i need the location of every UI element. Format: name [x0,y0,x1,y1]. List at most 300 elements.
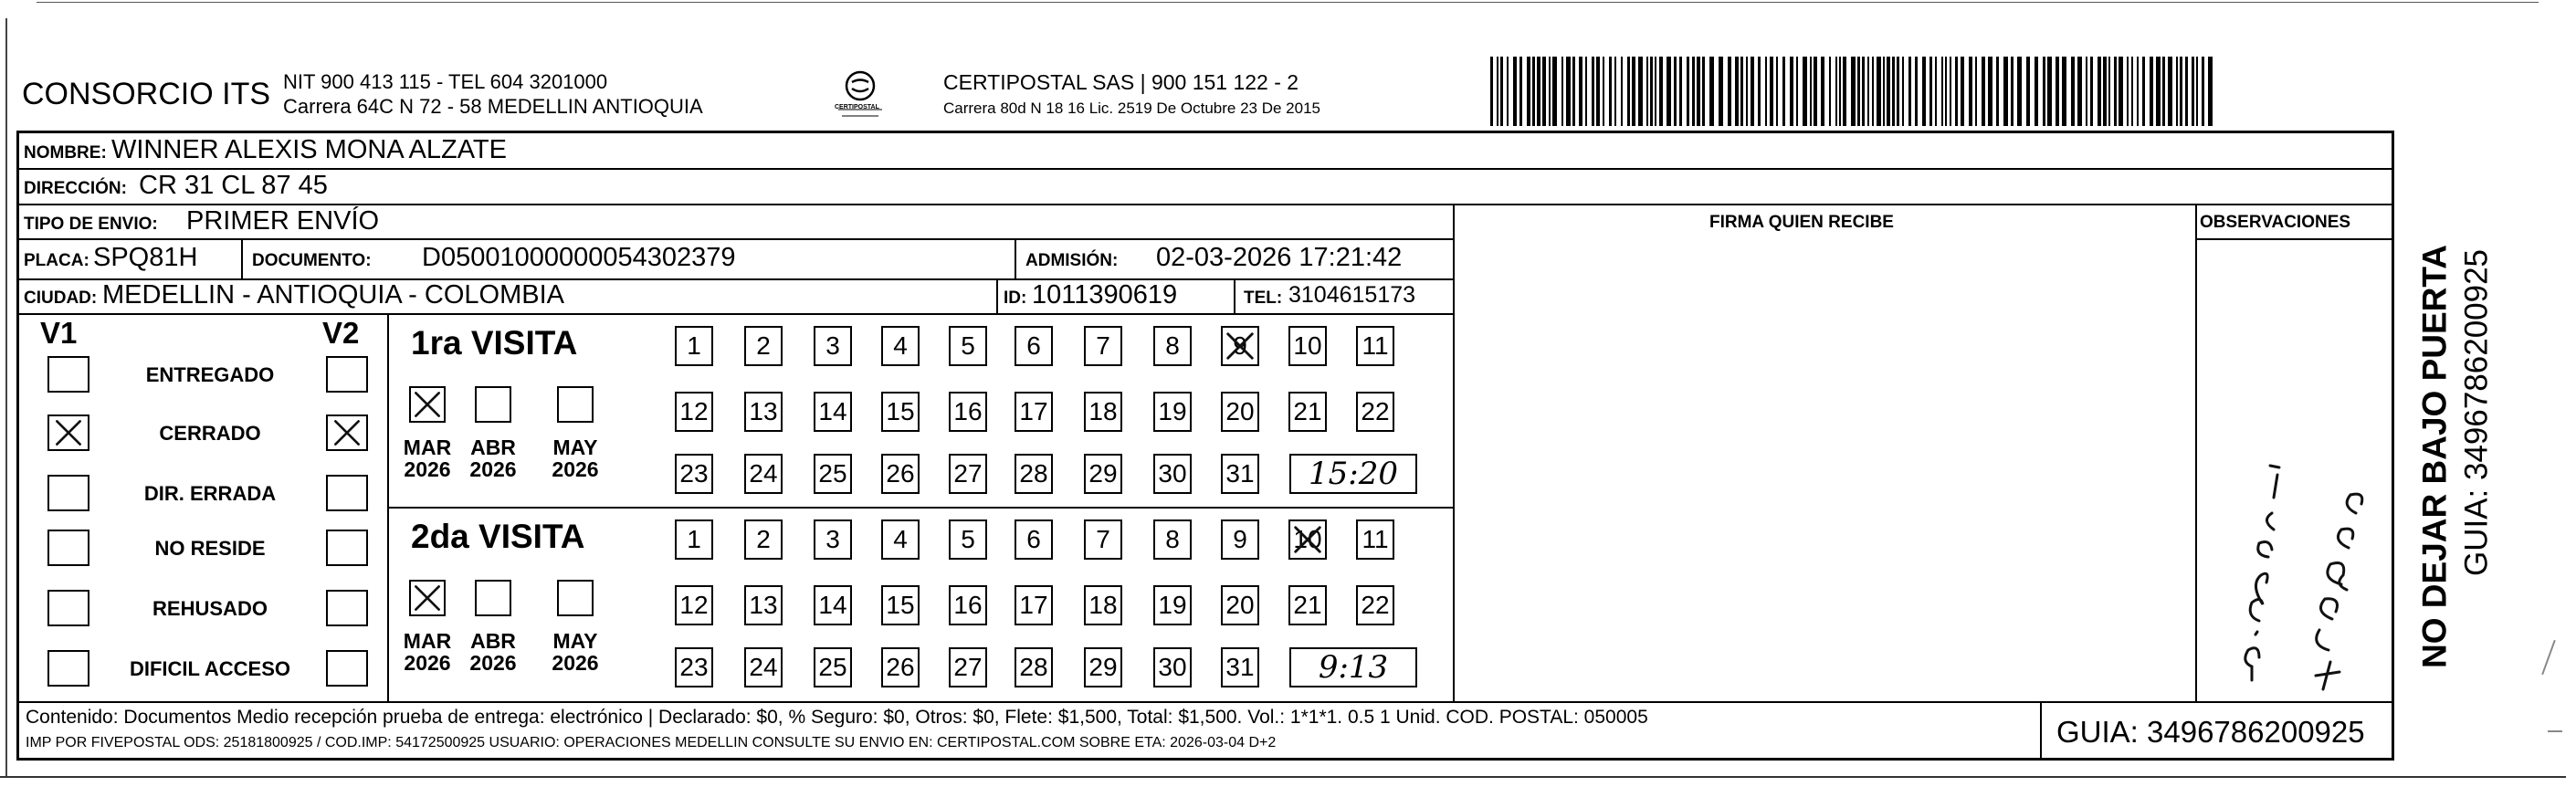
day-box[interactable] [1356,585,1394,625]
barcode-bar [1674,57,1677,126]
barcode-bar [1758,57,1761,126]
logo-wordmark: CERTIPOSTAL [835,104,879,110]
barcode-bar [2168,57,2172,126]
v1-checkbox[interactable] [47,590,89,626]
day-box[interactable] [1084,454,1122,494]
day-box[interactable] [1221,454,1259,494]
day-number: 10 [1293,525,1322,553]
month-name: MAY [552,435,598,459]
barcode-bar [1532,57,1535,126]
barcode-bar [1655,57,1656,126]
barcode-bar [1851,57,1856,126]
month-checkbox[interactable] [475,580,511,616]
footer-top-border [16,701,2393,703]
day-box[interactable] [1153,326,1192,366]
day-box[interactable] [675,519,713,560]
month-name: MAY [552,629,598,653]
day-box[interactable] [744,585,783,625]
day-box[interactable] [1356,326,1394,366]
scan-left-edge [5,18,7,776]
v2-checkbox[interactable] [326,356,368,393]
col-line [241,238,243,278]
row-line [16,168,2393,170]
day-box[interactable] [1084,392,1122,432]
barcode-bar [1751,57,1754,126]
day-box[interactable] [1153,392,1192,432]
day-box[interactable] [814,519,852,560]
day-number: 28 [1019,653,1048,681]
day-box[interactable] [814,585,852,625]
side-guia: GUIA: 3496786200925 [2458,248,2495,577]
placa-value: SPQ81H [93,243,198,272]
day-number: 8 [1165,525,1180,553]
day-number: 26 [886,459,915,488]
barcode-bar [1697,57,1700,126]
barcode-bar [1603,57,1604,126]
month-checkbox[interactable] [409,386,446,423]
barcode-bar [1839,57,1841,126]
day-box[interactable] [881,647,920,687]
barcode-bar [1719,57,1723,126]
day-box[interactable] [949,454,987,494]
barcode-bar [1572,57,1575,126]
col-line [2040,701,2042,758]
barcode-bar [1790,57,1793,126]
day-number: 29 [1088,459,1118,488]
barcode-bar [1490,57,1493,126]
month-checkbox[interactable] [475,386,511,423]
barcode-bar [2208,57,2213,126]
barcode-bar [1552,57,1557,126]
day-box[interactable] [1015,647,1053,687]
day-number: 27 [953,653,983,681]
barcode-bar [1835,57,1837,126]
barcode-bar [1862,57,1865,126]
day-number: 31 [1225,459,1255,488]
carrier-name: CERTIPOSTAL SAS | 900 151 122 - 2 [943,70,1299,94]
tel-value: 3104615173 [1288,282,1416,308]
certipostal-logo [833,66,888,121]
barcode-bar [1821,57,1824,126]
barcode-bar [1770,57,1773,126]
barcode-bar [1596,57,1600,126]
barcode-bar [1632,57,1635,126]
day-box[interactable] [1084,647,1122,687]
barcode-bar [1507,57,1509,126]
day-box[interactable] [744,454,783,494]
status-label: ENTREGADO [145,363,275,386]
barcode-bar [1638,57,1643,126]
barcode-bar [2077,57,2082,126]
barcode-bar [1872,57,1874,126]
day-number: 20 [1225,591,1255,619]
day-number: 14 [818,591,847,619]
col-line [1234,278,1235,313]
day-number: 12 [679,591,709,619]
day-box[interactable] [814,454,852,494]
barcode-bar [1650,57,1653,126]
barcode-bar [1740,57,1743,126]
v1-checkbox[interactable] [47,650,89,687]
barcode-bar [2156,57,2161,126]
day-box[interactable] [675,392,713,432]
day-number: 6 [1026,331,1041,360]
day-number: 13 [749,591,778,619]
day-box[interactable] [1221,585,1259,625]
month-year: 2026 [469,651,517,676]
col-line [996,278,998,313]
barcode-bar [2026,57,2030,126]
carrier-license: Carrera 80d N 18 16 Lic. 2519 De Octubre 23 De 2015 [943,100,1320,117]
day-box[interactable] [881,392,920,432]
v1-checkbox[interactable] [47,414,89,451]
barcode-bar [2017,57,2022,126]
day-number: 5 [961,525,975,553]
day-box[interactable] [1084,519,1122,560]
barcode-bar [1561,57,1563,126]
barcode-bar [2137,57,2139,126]
day-box[interactable] [1288,326,1327,366]
form-bottom-border [16,758,2393,761]
barcode-bar [1782,57,1785,126]
barcode-bar [1969,57,1972,126]
barcode-bar [1519,57,1522,126]
month-name: MAR [403,435,452,459]
barcode-bar [1897,57,1899,126]
tipo-envio-value: PRIMER ENVÍO [186,206,380,236]
v1-checkbox[interactable] [47,475,89,511]
day-box[interactable] [881,519,920,560]
visit-time-box[interactable] [1289,647,1417,687]
month-checkbox[interactable] [409,580,446,616]
day-box[interactable] [1221,326,1259,366]
col-line [1453,204,1455,701]
barcode-bar [1709,57,1714,126]
day-box[interactable] [814,647,852,687]
day-number: 16 [953,397,983,425]
month-label [395,436,459,480]
form-top-border [16,131,2393,133]
day-box[interactable] [1288,392,1327,432]
row-line [16,238,1453,240]
barcode-bar [2127,57,2129,126]
day-number: 1 [687,331,701,360]
month-year: 2026 [552,457,599,482]
barcode-bar [1988,57,1992,126]
status-label: CERRADO [159,422,261,445]
day-box[interactable] [675,454,713,494]
day-box[interactable] [814,326,852,366]
month-label [543,630,607,674]
day-number: 21 [1293,591,1322,619]
day-box[interactable] [744,647,783,687]
month-name: ABR [470,629,516,653]
month-year: 2026 [404,651,451,676]
barcode-bar [1982,57,1985,126]
day-box[interactable] [1153,519,1192,560]
v2-checkbox[interactable] [326,530,368,566]
month-year: 2026 [404,457,451,482]
v1-label: V1 [40,316,78,350]
day-number: 4 [893,331,908,360]
company-name: CONSORCIO ITS [22,77,271,111]
day-box[interactable] [1015,326,1053,366]
barcode-bar [1585,57,1587,126]
day-number: 29 [1088,653,1118,681]
day-number: 15 [886,397,915,425]
barcode-bar [1592,57,1594,126]
barcode-bar [1945,57,1947,126]
day-box[interactable] [1084,585,1122,625]
day-number: 20 [1225,397,1255,425]
day-box[interactable] [1153,647,1192,687]
barcode-bar [1627,57,1630,126]
barcode-bar [2180,57,2182,126]
barcode [1490,57,2221,126]
status-label: NO RESIDE [154,537,266,560]
direccion-label: DIRECCIÓN: [24,179,127,198]
visit-time: 9:13 [1318,649,1389,686]
status-label: REHUSADO [152,597,268,620]
barcode-bar [2142,57,2145,126]
barcode-bar [1902,57,1904,126]
status-label: DIR. ERRADA [143,482,277,505]
day-box[interactable] [675,326,713,366]
day-number: 16 [953,591,983,619]
barcode-bar [2196,57,2198,126]
day-box[interactable] [1221,519,1259,560]
row-line [2195,238,2393,240]
month-checkbox[interactable] [557,580,594,616]
day-mark [1290,521,1325,558]
nombre-value: WINNER ALEXIS MONA ALZATE [111,135,507,164]
barcode-bar [1687,57,1689,126]
barcode-bar [1961,57,1964,126]
day-number: 24 [749,459,778,488]
scan-mark [2541,640,2556,675]
day-box[interactable] [1015,392,1053,432]
barcode-bar [1579,57,1582,126]
day-box[interactable] [1015,585,1053,625]
day-box[interactable] [881,585,920,625]
barcode-bar [2043,57,2045,126]
side-warning: NO DEJAR BAJO PUERTA [2415,245,2454,668]
day-box[interactable] [949,326,987,366]
barcode-bar [1702,57,1705,126]
form-left-border [16,131,19,761]
barcode-bar [2090,57,2093,126]
day-box[interactable] [1356,392,1394,432]
visit-time: 15:20 [1309,456,1398,492]
barcode-bar [1776,57,1778,126]
barcode-bar [1746,57,1748,126]
barcode-bar [1857,57,1860,126]
day-box[interactable] [1084,326,1122,366]
day-box[interactable] [675,585,713,625]
day-box[interactable] [744,519,783,560]
barcode-bar [1996,57,1999,126]
day-number: 31 [1225,653,1255,681]
footer-imp: IMP POR FIVEPOSTAL ODS: 25181800925 / COD.IMP: 54172500925 USUARIO: OPERACIONES MEDELLIN CONSULTE SU ENVIO EN: CERTIPOSTAL.COM SOBRE ETA: 2026-03-04 D+2 [26,735,1277,750]
day-box[interactable] [1015,519,1053,560]
day-box[interactable] [814,392,852,432]
day-box[interactable] [1153,585,1192,625]
day-box[interactable] [1288,585,1327,625]
barcode-bar [2003,57,2008,126]
month-label [543,436,607,480]
day-number: 2 [756,525,771,553]
status-label: DIFICIL ACCESO [129,657,291,680]
v2-label: V2 [322,316,360,350]
day-box[interactable] [949,585,987,625]
day-number: 7 [1096,525,1110,553]
admision-value: 02-03-2026 17:21:42 [1156,243,1403,272]
barcode-bar [2176,57,2178,126]
form-right-border [2392,131,2394,761]
day-number: 23 [679,653,709,681]
day-box[interactable] [675,647,713,687]
day-box[interactable] [1221,392,1259,432]
v2-checkbox[interactable] [326,475,368,511]
barcode-bar [1765,57,1767,126]
day-number: 22 [1361,397,1390,425]
day-box[interactable] [1153,454,1192,494]
visit-title: 2da VISITA [411,518,585,555]
day-box[interactable] [1221,647,1259,687]
barcode-bar [1887,57,1890,126]
barcode-bar [1692,57,1695,126]
day-number: 12 [679,397,709,425]
id-value: 1011390619 [1032,280,1178,310]
v2-checkbox[interactable] [326,590,368,626]
day-number: 5 [961,331,975,360]
day-box[interactable] [881,454,920,494]
day-number: 25 [818,459,847,488]
tipo-envio-label: TIPO DE ENVIO: [24,215,158,234]
day-box[interactable] [949,519,987,560]
day-number: 30 [1158,653,1187,681]
day-number: 19 [1158,591,1187,619]
placa-label: PLACA: [24,251,89,270]
handwritten-note [2195,310,2392,694]
barcode-bar [1614,57,1616,126]
day-number: 7 [1096,331,1110,360]
day-number: 9 [1233,331,1247,360]
row-line [16,313,1453,315]
day-number: 8 [1165,331,1180,360]
barcode-bar [1935,57,1937,126]
ciudad-label: CIUDAD: [24,289,98,308]
v2-checkbox[interactable] [326,414,368,451]
firma-header: FIRMA QUIEN RECIBE [1709,213,1894,232]
visit-time-box[interactable] [1289,454,1417,494]
day-number: 28 [1019,459,1048,488]
barcode-bar [1867,57,1869,126]
day-number: 17 [1019,397,1048,425]
day-box[interactable] [881,326,920,366]
barcode-bar [1513,57,1517,126]
id-label: ID: [1004,289,1027,308]
ciudad-value: MEDELLIN - ANTIOQUIA - COLOMBIA [102,280,564,310]
day-number: 21 [1293,397,1322,425]
day-number: 19 [1158,397,1187,425]
barcode-bar [2185,57,2188,126]
day-box[interactable] [949,647,987,687]
v1-checkbox[interactable] [47,356,89,393]
day-box[interactable] [1015,454,1053,494]
barcode-bar [1929,57,1932,126]
barcode-bar [1667,57,1671,126]
month-year: 2026 [469,457,517,482]
day-box[interactable] [1288,519,1327,560]
barcode-bar [2098,57,2101,126]
company-address: Carrera 64C N 72 - 58 MEDELLIN ANTIOQUIA [283,95,703,118]
barcode-bar [2071,57,2075,126]
barcode-bar [1500,57,1503,126]
barcode-bar [1950,57,1951,126]
day-number: 26 [886,653,915,681]
day-number: 3 [825,525,840,553]
barcode-bar [2114,57,2117,126]
barcode-bar [1975,57,1977,126]
day-number: 13 [749,397,778,425]
day-number: 17 [1019,591,1048,619]
visit-divider [387,507,1453,509]
day-box[interactable] [1356,519,1394,560]
month-name: MAR [403,629,452,653]
barcode-bar [1735,57,1739,126]
barcode-bar [1537,57,1540,126]
v1-checkbox[interactable] [47,530,89,566]
barcode-bar [1621,57,1623,126]
day-box[interactable] [744,326,783,366]
day-number: 1 [687,525,701,553]
admision-label: ADMISIÓN: [1025,251,1119,270]
col-line [1015,238,1016,278]
company-nit: NIT 900 413 115 - TEL 604 3201000 [283,70,608,93]
month-year: 2026 [552,651,599,676]
barcode-bar [1892,57,1895,126]
day-number: 27 [953,459,983,488]
barcode-bar [1843,57,1846,126]
barcode-bar [1883,57,1885,126]
day-number: 15 [886,591,915,619]
day-number: 18 [1088,397,1118,425]
barcode-bar [1497,57,1498,126]
visit-title: 1ra VISITA [411,324,578,362]
barcode-bar [2108,57,2110,126]
barcode-bar [1829,57,1831,126]
barcode-bar [1549,57,1551,126]
barcode-bar [1810,57,1812,126]
v2-checkbox[interactable] [326,650,368,687]
day-box[interactable] [949,392,987,432]
day-number: 6 [1026,525,1041,553]
day-number: 23 [679,459,709,488]
day-box[interactable] [744,392,783,432]
barcode-bar [1609,57,1612,126]
month-label [395,630,459,674]
barcode-bar [1796,57,1798,126]
barcode-bar [1955,57,1958,126]
month-name: ABR [470,435,516,459]
barcode-bar [1814,57,1817,126]
barcode-bar [2035,57,2038,126]
month-checkbox[interactable] [557,386,594,423]
day-number: 3 [825,331,840,360]
day-number: 9 [1233,525,1247,553]
day-number: 2 [756,331,771,360]
